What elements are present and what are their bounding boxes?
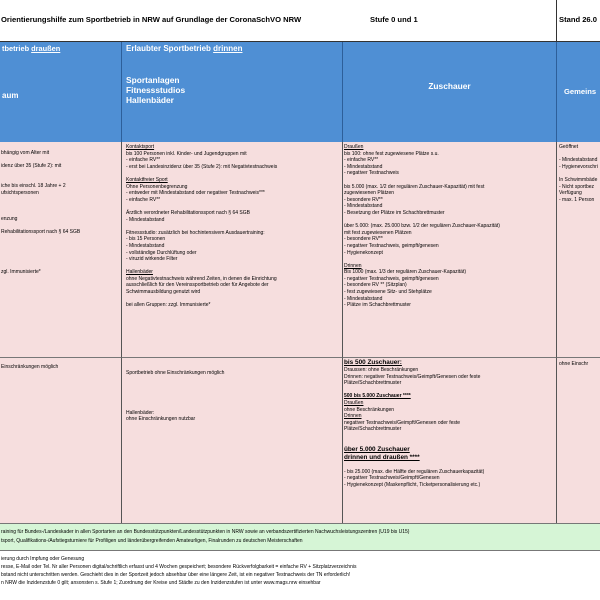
row2-col3-line: Draußen xyxy=(344,399,364,406)
row1-col2-line: - Mindestabstand xyxy=(126,242,165,249)
row1-col3-line: - fest zugewiesene Sitz- und Stehplätze xyxy=(344,289,432,296)
row2-col2-line: ohne Einschränkungen nutzbar xyxy=(126,416,196,423)
col2-sub-hallenbaeder: Hallenbäder xyxy=(126,95,174,105)
row1-col1-line xyxy=(1,203,119,210)
row1-col3-line: - negativer Testnachweis xyxy=(344,170,399,177)
column-header-drinnen xyxy=(122,42,343,142)
footnote-3: bstand nicht unterschritten werden. Geschieht dies in der Sportzeit jedoch absehbar über eine längere Zeit, ist ein negativer Testnachweis der TN erforderlich! xyxy=(1,572,351,578)
row1-col4-line: - Hygienevorschri xyxy=(559,163,598,170)
row1-col1-line: idenz über 35 (Stufe 2): mit xyxy=(1,163,62,170)
row1-col4-line: - max. 1 Person xyxy=(559,196,595,203)
row2-col3-line: Plätze/Schachbrettmuster xyxy=(344,426,402,433)
col2-sub-fitness: Fitnessstudios xyxy=(126,85,186,95)
row1-col3-line xyxy=(344,217,556,224)
column-header-draussen xyxy=(0,42,122,142)
col2-title-underlined: drinnen xyxy=(213,44,243,53)
row2-col3-line: über 5.000 Zuschauer xyxy=(344,446,410,454)
row1-col3-line: zugewiesenen Plätzen xyxy=(344,190,395,197)
row1-col3-line: über 5.000: (max. 25.000 bzw. 1/2 der regulären Zuschauer-Kapazität) xyxy=(344,223,500,230)
row1-col2-line xyxy=(126,170,342,177)
row1-col3-line: Draußen xyxy=(344,144,364,150)
row1-col1-line xyxy=(1,170,119,177)
row1-col2-line: Kontaktsport xyxy=(126,144,155,150)
row1-col3-line: - besondere RV ** (Sitzplan) xyxy=(344,282,407,289)
row1-col1-line xyxy=(1,242,119,249)
row2-col3-line xyxy=(344,440,556,447)
row1-col3-line: - besondere RV** xyxy=(344,236,383,243)
row1-col2-line: Ärztlich verordneter Rehabilitationssport nach § 64 SGB xyxy=(126,209,250,216)
header-divider xyxy=(556,0,557,42)
row1-col2-line: Kontaktfreier Sport xyxy=(126,176,168,183)
row1-col1-line: iche bis einschl. 18 Jahre + 2 xyxy=(1,182,66,189)
stufe-label: Stufe 0 und 1 xyxy=(370,15,418,24)
row1-col2-line xyxy=(126,203,342,210)
row1-col1-line xyxy=(1,262,119,269)
row2-col3-line: - negativer Testnachweis/Geimpft/Genesen xyxy=(344,475,440,482)
col1-sub: aum xyxy=(2,91,19,100)
row1-col3-line: Bis 1000 (max. 1/3 der regulären Zuschauer-Kapazität) xyxy=(344,269,467,276)
row1-col2-line: - vollständige Durchlüftung oder xyxy=(126,249,197,256)
row1-col1-line: Rehabilitationssport nach § 64 SGB xyxy=(1,229,81,236)
row1-col2-line: - einfache RV** xyxy=(126,157,161,164)
stand-label: Stand 26.0 xyxy=(559,15,597,24)
row2-col2-line xyxy=(126,377,342,384)
row1-col1-line xyxy=(1,157,119,164)
row1-col2-line: bei allen Gruppen: zzgl. Immunisierte* xyxy=(126,302,211,309)
footnotes xyxy=(0,551,600,600)
row1-col3-line xyxy=(344,177,556,184)
column-header-gemeinschaft xyxy=(557,42,600,142)
row1-col3-line: - Besetzung der Plätze im Schachbrettmuster xyxy=(344,209,445,216)
row1-col3-line: - Plätze im Schachbrettmuster xyxy=(344,302,411,309)
row1-col4-line: - Mindestabstand xyxy=(559,157,598,164)
row1-col2-line: ausschließlich für den Vereinssportbetrieb oder für Angebote der xyxy=(126,282,269,289)
row1-col4-line xyxy=(559,151,600,158)
row1-col3-line: - Mindestabstand xyxy=(344,295,383,302)
row2-col3-line: negativer Testnachweis/Geimpft/Genesen oder feste xyxy=(344,419,461,426)
row1-col4-line: - Nicht sportbez xyxy=(559,183,595,190)
row1-col1-line: enzung xyxy=(1,215,18,222)
row1-col1 xyxy=(0,142,122,358)
green-line-1: raining für Bundes-/Landeskader in allen Sportarten an den Bundesstützpunkten/Landesstützpunkten in NRW sowie an verbandszertifizierten Nachwuchsleistungszentren (U19 bis U15) xyxy=(1,529,410,535)
row1-col3-line: bis 100: ohne fest zugewiesene Plätze s.u. xyxy=(344,150,439,157)
row2-col2-line xyxy=(126,390,342,397)
page-title: Orientierungshilfe zum Sportbetrieb in NRW auf Grundlage der CoronaSchVO NRW xyxy=(1,15,302,24)
row2-col1 xyxy=(0,358,122,523)
row2-col3-line xyxy=(344,433,556,440)
row1-col1-line xyxy=(1,249,119,256)
row1-col1-line: ufsichtspersonen xyxy=(1,189,39,196)
row1-col1-line: zgl. Immunisierte* xyxy=(1,268,41,275)
row1-col1-line xyxy=(1,176,119,183)
row1-col2-line: bis 100 Personen inkl. Kinder- und Jugendgruppen mit xyxy=(126,150,247,157)
row1-col4-line xyxy=(559,170,600,177)
row1-col1-line xyxy=(1,223,119,230)
row1-col2-line: Hallenbäder xyxy=(126,269,153,276)
row1-col1-line xyxy=(1,256,119,263)
row1-col1-line xyxy=(1,236,119,243)
footnote-2: resse, E-Mail oder Tel. Nr aller Personen digital/schriftlich erfasst und 4 Wochen gespeichert; besondere Rückverfolgbarkeit = einfache RV + Sitzplatzverzeichnis xyxy=(1,564,357,570)
row2-col3-line: - bis 25.000 (max. die Hälfte der regulären Zuschauerkapazität) xyxy=(344,468,485,475)
row2-col4-line: ohne Einschr xyxy=(559,361,589,367)
row2-col3-line: - Hygienekonzept (Maskenpflicht, Ticketpersonalisierung etc.) xyxy=(344,481,481,488)
col4-title: Gemeins xyxy=(564,87,597,96)
col1-title-underlined: draußen xyxy=(31,44,61,53)
row2-col2-line: Hallenbäder: xyxy=(126,409,155,416)
row1-col4-line: In Schwimmbäde xyxy=(559,176,598,183)
row1-col2-line: - entweder mit Mindestabstand oder negativer Testnachweis*** xyxy=(126,190,265,197)
row2-col3-line xyxy=(344,387,556,394)
row1-col3-line: - negativer Testnachweis, geimpft/genesen xyxy=(344,242,439,249)
info-bar-green xyxy=(0,523,600,551)
row2-col2-line xyxy=(126,403,342,410)
row2-col3-line: Draussen: ohne Beschränkungen xyxy=(344,367,419,373)
row1-col2-line xyxy=(126,223,342,230)
row1-col4-line: Verfügung xyxy=(559,190,582,197)
footnote-4: n NRW die Inzidenzstufe 0 gilt; ansonsten s. Stufe 1; Zuordnung der Kreise und Städte zu den Inzidenzstufen ist unter www.mags.nrw einsehbar xyxy=(1,580,321,586)
col1-title: tbetrieb xyxy=(2,44,32,53)
row1-col3-line: bis 5.000 (max. 1/2 der regulären Zuschauer-Kapazität) mit fest xyxy=(344,183,485,190)
col2-title: Erlaubter Sportbetrieb xyxy=(126,44,214,53)
row1-col2-line: - einfache RV** xyxy=(126,196,161,203)
row2-col4 xyxy=(557,358,600,523)
row1-col2-line: - erst bei Landesinzidenz über 35 (Stufe 2): mit Negativtestnachweis xyxy=(126,163,278,170)
row1-col2-line: - Mindestabstand xyxy=(126,216,165,223)
row1-col2-line xyxy=(126,263,342,270)
row2-col3-line: bis 500 Zuschauer: xyxy=(344,359,402,366)
row2-col3-line: 500 bis 5.000 Zuschauer **** xyxy=(344,393,411,400)
row2-col2-line xyxy=(126,396,342,403)
row1-col3-line: - besondere RV** xyxy=(344,196,383,203)
row1-col1-line: bhängig vom Alter mit xyxy=(1,150,50,156)
header-bar xyxy=(0,0,600,42)
row2-col3-line: Drinnen xyxy=(344,413,362,420)
row1-col1-line xyxy=(1,209,119,216)
row1-col2 xyxy=(122,142,343,358)
row1-col4-line: Geöffnet xyxy=(559,144,579,150)
col3-title: Zuschauer xyxy=(428,81,471,91)
row1-col3-line: - einfache RV** xyxy=(344,157,379,164)
footnote-1: ierung durch Impfung oder Genesung xyxy=(1,556,85,562)
row2-col3-line: Plätze/Schachbrettmuster xyxy=(344,380,402,387)
row2-col2-line xyxy=(126,383,342,390)
green-line-2: tsport, Qualifikations-/Aufstiegsturniere für Profiligen und länderübergreifenden Amateurligen, Finalrunden zu deutschen Meisterschaften xyxy=(1,537,303,544)
row1-col2-line: Fitnessstudio: zusätzlich bei hochintensivem Ausdauertraining: xyxy=(126,229,265,236)
row2-col3-line xyxy=(344,462,556,469)
row1-col2-line: Ohne Personenbegrenzung xyxy=(126,183,188,190)
row1-col3-line: - Hygienekonzept xyxy=(344,249,383,256)
row2-col3-line: Drinnen: negativer Testnachweis/Geimpft/Genesen oder feste xyxy=(344,373,481,380)
row1-col3-line: mit fest zugewiesenen Plätzen xyxy=(344,229,412,236)
row2-col2 xyxy=(122,358,343,523)
row1-col2-line: - viruzid wirkende Filter xyxy=(126,256,178,263)
row1-col3-line: - Mindestabstand xyxy=(344,203,383,210)
column-header-zuschauer xyxy=(343,42,557,142)
row1-col3 xyxy=(343,142,557,358)
row1-col2-line: - bis 15 Personen xyxy=(126,236,166,243)
row2-col1-line: Einschränkungen möglich xyxy=(1,364,59,370)
row1-col4 xyxy=(557,142,600,358)
row2-col3-line: ohne Beschränkungen xyxy=(344,406,395,413)
row1-col2-line xyxy=(126,296,342,303)
row2-col3-line: drinnen und draußen **** xyxy=(344,454,420,462)
row1-col3-line: - Mindestabstand xyxy=(344,163,383,170)
row1-col3-line: - negativer Testnachweis, geimpft/genesen xyxy=(344,275,439,282)
row2-col2-line: Sportbetrieb ohne Einschränkungen möglich xyxy=(126,370,225,376)
row1-col2-line: Schwimmausbildung genutzt wird xyxy=(126,289,201,296)
row2-col3 xyxy=(343,358,557,523)
row1-col3-line: Drinnen xyxy=(344,262,362,269)
row1-col1-line xyxy=(1,196,119,203)
row1-col3-line xyxy=(344,256,556,263)
row1-col2-line: ohne Negativtestnachweis während Zeiten, in denen die Einrichtung xyxy=(126,275,277,282)
col2-sub-sportanlagen: Sportanlagen xyxy=(126,75,180,85)
